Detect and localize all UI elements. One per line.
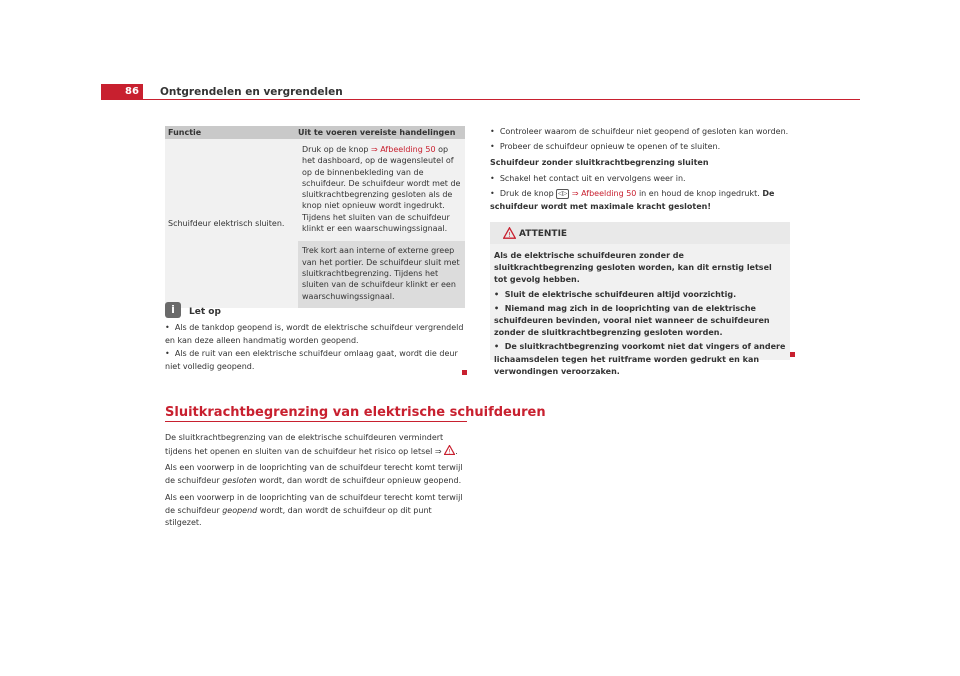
- note-bullet-1: • Als de tankdop geopend is, wordt de elektrische schuifdeur vergrendeld en kan deze alleen handmatig worden geopend.: [165, 323, 464, 345]
- right-bullet-2: • Probeer de schuifdeur opnieuw te openen of te sluiten.: [490, 142, 721, 151]
- section-paragraph-3: Als een voorwerp in de looprichting van de schuifdeur terecht komt terwijl de schuifdeur geopend wordt, dan wordt de schuifdeur op dit punt stilgezet.: [165, 493, 463, 527]
- svg-text:!: !: [508, 231, 511, 239]
- table-row: [165, 139, 465, 308]
- page-number: 86: [125, 86, 139, 97]
- section-paragraph-1: De sluitkrachtbegrenzing van de elektrische schuifdeuren vermindert tijdens het openen en sluiten van de schuifdeur het risico op letsel ⇒ ! .: [165, 433, 458, 456]
- header-divider: [101, 99, 860, 100]
- warning-body: [494, 250, 786, 378]
- note-title: Let op: [189, 307, 221, 317]
- end-marker: [790, 352, 795, 357]
- warning-triangle-icon: [503, 227, 516, 239]
- section-heading: Sluitkrachtbegrenzing van elektrische schuifdeuren: [165, 405, 546, 420]
- figure-link[interactable]: ⇒ Afbeelding 50: [370, 145, 436, 154]
- page-title: Ontgrendelen en vergrendelen: [160, 86, 343, 98]
- table-header-row: [165, 126, 465, 139]
- table-header-actions: Uit te voeren vereiste handelingen: [298, 128, 456, 137]
- section-divider: [165, 421, 467, 422]
- door-button-icon: ◁▷: [558, 189, 568, 197]
- note-bullet-2: • Als de ruit van een elektrische schuifdeur omlaag gaat, wordt die deur niet volledig geopend.: [165, 349, 458, 371]
- warning-bullet-3: • De sluitkrachtbegrenzing voorkomt niet dat vingers of andere lichaamsdelen tegen het ruitframe worden gedrukt en kan verwondingen veroorzaken.: [494, 342, 786, 376]
- figure-link[interactable]: ⇒ Afbeelding 50: [571, 189, 637, 198]
- warning-triangle-icon: [444, 445, 455, 455]
- warning-bullet-2: • Niemand mag zich in de looprichting van de elektrische schuifdeuren bevinden, vooral niet wanneer de schuifdeuren zonder de sluitkrachtbegrenzing gesloten worden.: [494, 303, 770, 338]
- section-paragraph-2: Als een voorwerp in de looprichting van de schuifdeur terecht komt terwijl de schuifdeur gesloten wordt, dan wordt de schuifdeur opnieuw geopend.: [165, 463, 463, 485]
- table-actions: [298, 139, 465, 308]
- function-table: [165, 126, 465, 308]
- note-icon: i: [165, 302, 181, 318]
- warning-title: ATTENTIE: [519, 229, 568, 239]
- right-bullet-1: • Controleer waarom de schuifdeur niet geopend of gesloten kan worden.: [490, 127, 789, 136]
- warning-intro: Als de elektrische schuifdeuren zonder de sluitkrachtbegrenzing gesloten worden, kan dit ernstig letsel tot gevolg hebben.: [494, 251, 772, 285]
- subheading: Schuifdeur zonder sluitkrachtbegrenzing sluiten: [490, 158, 709, 167]
- end-marker: [462, 370, 467, 375]
- svg-text:!: !: [448, 447, 451, 455]
- table-cell-action-2: Trek kort aan interne of externe greep van het portier. De schuifdeur sluit met sluitkrachtbegrenzing. Tijdens het sluiten van de schuifdeur klinkt er een waarschuwingssignaal.: [298, 241, 465, 307]
- table-row-label: Schuifdeur elektrisch sluiten.: [168, 218, 285, 228]
- warning-bullet-1: • Sluit de elektrische schuifdeuren altijd voorzichtig.: [494, 289, 737, 299]
- table-cell-action-1: Druk op de knop ⇒ Afbeelding 50 op het dashboard, op de wagensleutel of op de binnenbekleding van de schuifdeur. De schuifdeur wordt met de sluitkrachtbegrenzing gesloten als de knop niet opnieuw wordt ingedrukt. Tijdens het sluiten van de schuifdeur klinkt er een waarschuwingssignaal.: [298, 139, 465, 240]
- right-bullet-3: • Schakel het contact uit en vervolgens weer in.: [490, 174, 686, 183]
- right-bullet-4: • Druk de knop ◁▷ ⇒ Afbeelding 50 in en houd de knop ingedrukt. De schuifdeur wordt met maximale kracht gesloten!: [490, 189, 775, 211]
- table-header-function: Functie: [168, 128, 202, 137]
